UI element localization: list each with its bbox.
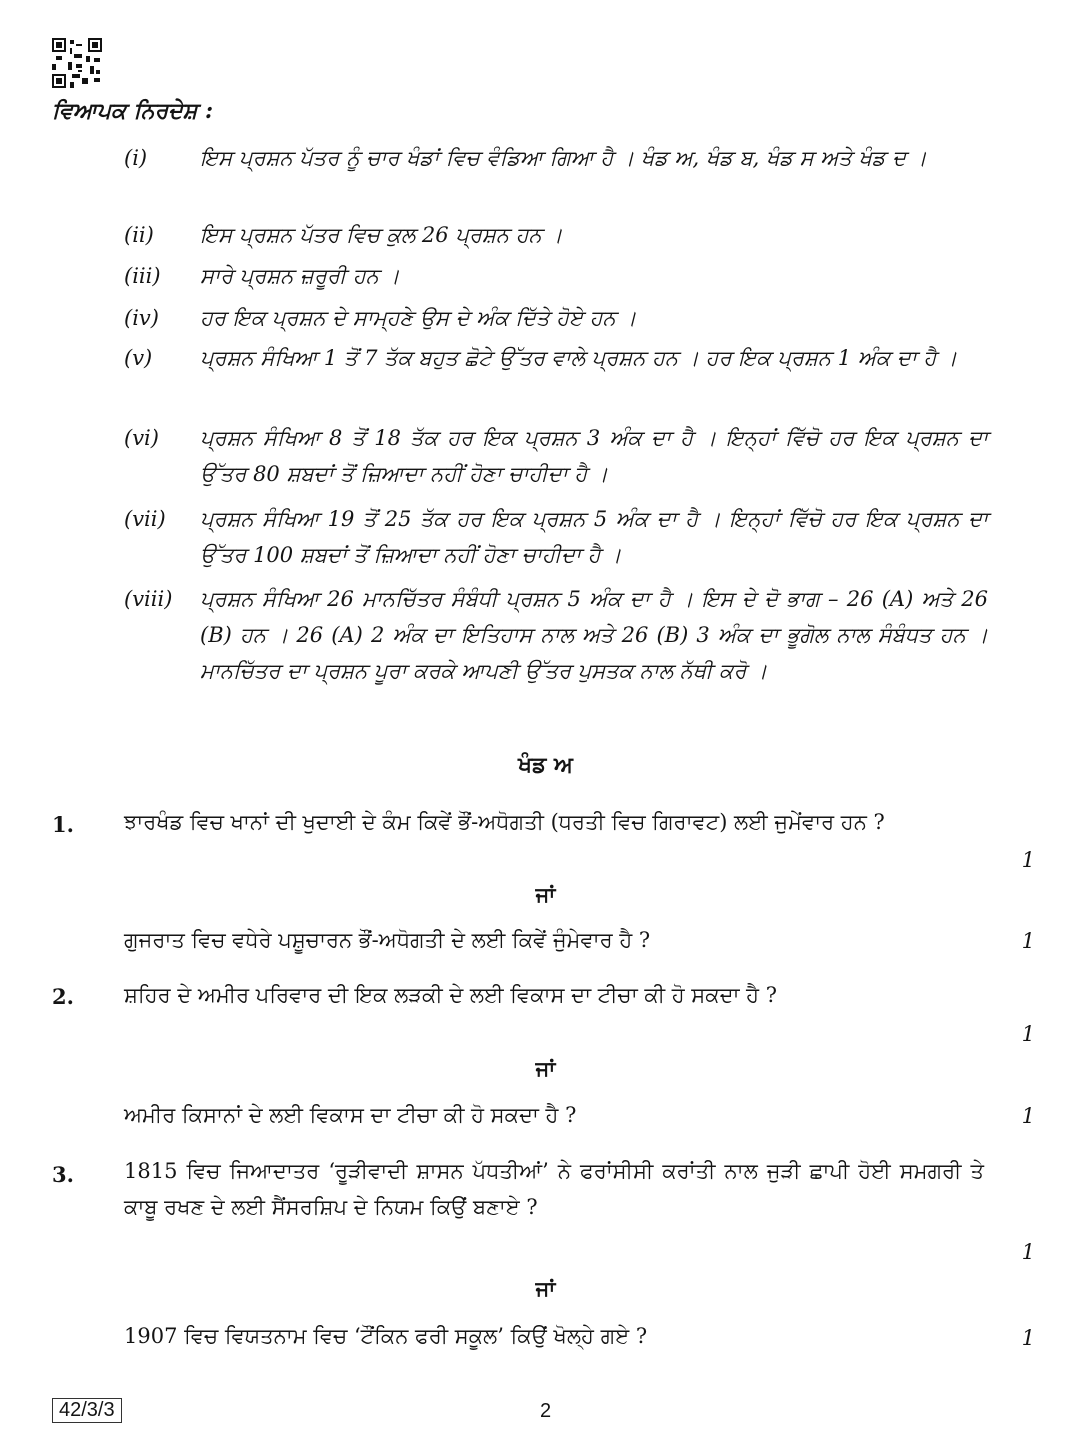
instruction-number: (ii) <box>124 223 154 247</box>
instruction-number: (viii) <box>124 587 173 611</box>
question-marks: 1 <box>1021 1326 1035 1350</box>
question-marks: 1 <box>1021 848 1035 872</box>
question-marks: 1 <box>1021 1022 1035 1046</box>
alternative-question-text: ਅਮੀਰ ਕਿਸਾਨਾਂ ਦੇ ਲਈ ਵਿਕਾਸ ਦਾ ਟੀਚਾ ਕੀ ਹੋ ਸਕਦਾ ਹੈ ? <box>124 1103 577 1127</box>
question-marks: 1 <box>1021 1240 1035 1264</box>
instruction-text: ਇਸ ਪ੍ਰਸ਼ਨ ਪੱਤਰ ਵਿਚ ਕੁਲ 26 ਪ੍ਰਸ਼ਨ ਹਨ । <box>200 223 563 247</box>
instruction-number: (iv) <box>124 306 159 330</box>
instruction-number: (v) <box>124 346 153 370</box>
instruction-text: ਪ੍ਰਸ਼ਨ ਸੰਖਿਆ 8 ਤੋਂ 18 ਤੱਕ ਹਰ ਇਕ ਪ੍ਰਸ਼ਨ 3 ਅੰਕ ਦਾ ਹੈ । ਇਨ੍ਹਾਂ ਵਿੱਚੋ ਹਰ ਇਕ ਪ੍ਰਸ਼ਨ ਦਾ ਉੱਤਰ 80 ਸ਼ਬਦਾਂ ਤੋਂ ਜ਼ਿਆਦਾ ਨਹੀਂ ਹੋਣਾ ਚਾਹੀਦਾ ਹੈ । <box>200 426 988 486</box>
question-number: 2. <box>52 984 74 1009</box>
general-instructions-heading: ਵਿਆਪਕ ਨਿਰਦੇਸ਼ : <box>52 98 214 124</box>
question-number: 1. <box>52 812 74 837</box>
instruction-text: ਪ੍ਰਸ਼ਨ ਸੰਖਿਆ 1 ਤੋਂ 7 ਤੱਕ ਬਹੁਤ ਛੋਟੇ ਉੱਤਰ ਵਾਲੇ ਪ੍ਰਸ਼ਨ ਹਨ । ਹਰ ਇਕ ਪ੍ਰਸ਼ਨ 1 ਅੰਕ ਦਾ ਹੈ । <box>200 346 958 370</box>
instruction-number: (vi) <box>124 426 159 450</box>
question-marks: 1 <box>1021 929 1035 953</box>
question-marks: 1 <box>1021 1104 1035 1128</box>
question-text: ਝਾਰਖੰਡ ਵਿਚ ਖਾਨਾਂ ਦੀ ਖੁਦਾਈ ਦੇ ਕੰਮ ਕਿਵੇਂ ਭੌਂ-ਅਧੋਗਤੀ (ਧਰਤੀ ਵਿਚ ਗਿਰਾਵਟ) ਲਈ ਜੁਮੇਂਵਾਰ ਹਨ ? <box>124 810 885 834</box>
instruction-number: (i) <box>124 146 148 170</box>
alternative-question-text: 1907 ਵਿਚ ਵਿਯਤਨਾਮ ਵਿਚ ‘ਟੌਂਕਿਨ ਫਰੀ ਸਕੂਲ’ ਕਿਉਂ ਖੋਲ੍ਹੇ ਗਏ ? <box>124 1324 648 1348</box>
instruction-text: ਹਰ ਇਕ ਪ੍ਰਸ਼ਨ ਦੇ ਸਾਮ੍ਹਣੇ ਉਸ ਦੇ ਅੰਕ ਦਿੱਤੇ ਹੋਏ ਹਨ । <box>200 306 637 330</box>
paper-code: 42/3/3 <box>52 1398 122 1423</box>
or-label: ਜਾਂ <box>535 1276 556 1301</box>
question-number: 3. <box>52 1162 74 1187</box>
question-text: ਸ਼ਹਿਰ ਦੇ ਅਮੀਰ ਪਰਿਵਾਰ ਦੀ ਇਕ ਲੜਕੀ ਦੇ ਲਈ ਵਿਕਾਸ ਦਾ ਟੀਚਾ ਕੀ ਹੋ ਸਕਦਾ ਹੈ ? <box>124 983 777 1007</box>
section-title: ਖੰਡ ਅ <box>518 752 573 778</box>
alternative-question-text: ਗੁਜਰਾਤ ਵਿਚ ਵਧੇਰੇ ਪਸ਼ੂਚਾਰਨ ਭੌਂ-ਅਧੋਗਤੀ ਦੇ ਲਈ ਕਿਵੇਂ ਜੁੰਮੇਵਾਰ ਹੈ ? <box>124 928 651 952</box>
page-number: 2 <box>539 1400 552 1422</box>
instruction-number: (iii) <box>124 264 161 288</box>
question-text: 1815 ਵਿਚ ਜਿਆਦਾਤਰ ‘ਰੂੜੀਵਾਦੀ ਸ਼ਾਸਨ ਪੱਧਤੀਆਂ’ ਨੇ ਫਰਾਂਸੀਸੀ ਕਰਾਂਤੀ ਨਾਲ ਜੁੜੀ ਛਾਪੀ ਹੋਈ ਸਮਗਰੀ ਤੇ ਕਾਬੂ ਰਖਣ ਦੇ ਲਈ ਸੈਂਸਰਸ਼ਿਪ ਦੇ ਨਿਯਮ ਕਿਉਂ ਬਣਾਏ ? <box>124 1159 984 1219</box>
instruction-text: ਪ੍ਰਸ਼ਨ ਸੰਖਿਆ 19 ਤੋਂ 25 ਤੱਕ ਹਰ ਇਕ ਪ੍ਰਸ਼ਨ 5 ਅੰਕ ਦਾ ਹੈ । ਇਨ੍ਹਾਂ ਵਿੱਚੋ ਹਰ ਇਕ ਪ੍ਰਸ਼ਨ ਦਾ ਉੱਤਰ 100 ਸ਼ਬਦਾਂ ਤੋਂ ਜ਼ਿਆਦਾ ਨਹੀਂ ਹੋਣਾ ਚਾਹੀਦਾ ਹੈ । <box>200 507 988 567</box>
instruction-number: (vii) <box>124 507 166 531</box>
or-label: ਜਾਂ <box>535 882 556 907</box>
instruction-text: ਪ੍ਰਸ਼ਨ ਸੰਖਿਆ 26 ਮਾਨਚਿੱਤਰ ਸੰਬੰਧੀ ਪ੍ਰਸ਼ਨ 5 ਅੰਕ ਦਾ ਹੈ । ਇਸ ਦੇ ਦੋ ਭਾਗ – 26 (A) ਅਤੇ 26 (B) ਹਨ । 26 (A) 2 ਅੰਕ ਦਾ ਇਤਿਹਾਸ ਨਾਲ ਅਤੇ 26 (B) 3 ਅੰਕ ਦਾ ਭੂਗੋਲ ਨਾਲ ਸੰਬੰਧਤ ਹਨ । ਮਾਨਚਿੱਤਰ ਦਾ ਪ੍ਰਸ਼ਨ ਪੂਰਾ ਕਰਕੇ ਆਪਣੀ ਉੱਤਰ ਪੁਸਤਕ ਨਾਲ ਨੱਥੀ ਕਰੋ । <box>200 587 988 683</box>
instruction-text: ਸਾਰੇ ਪ੍ਰਸ਼ਨ ਜ਼ਰੂਰੀ ਹਨ । <box>200 264 400 288</box>
qr-code <box>52 38 102 88</box>
or-label: ਜਾਂ <box>535 1056 556 1081</box>
instruction-text: ਇਸ ਪ੍ਰਸ਼ਨ ਪੱਤਰ ਨੂੰ ਚਾਰ ਖੰਡਾਂ ਵਿਚ ਵੰਡਿਆ ਗਿਆ ਹੈ । ਖੰਡ ਅ, ਖੰਡ ਬ, ਖੰਡ ਸ ਅਤੇ ਖੰਡ ਦ । <box>200 146 927 170</box>
